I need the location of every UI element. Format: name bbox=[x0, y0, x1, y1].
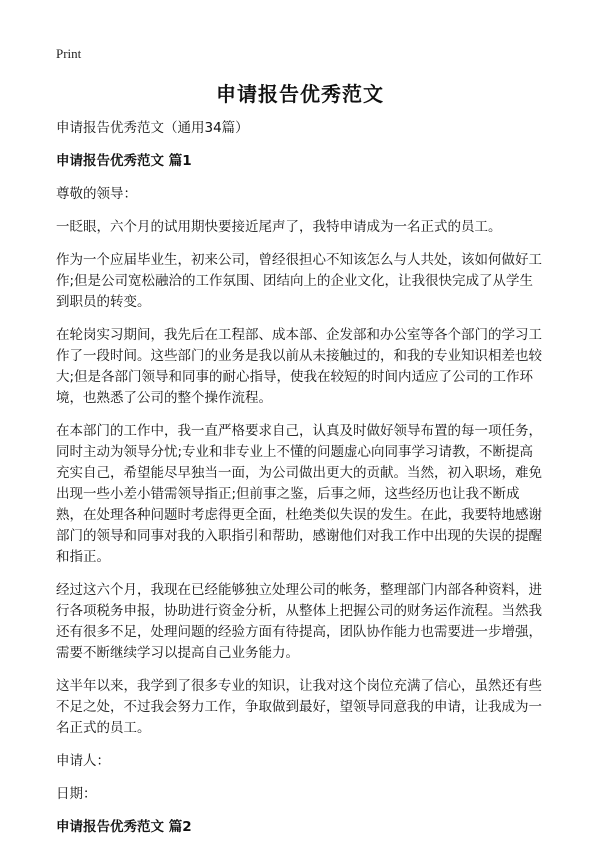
body-paragraph-1: 一眨眼，六个月的试用期快要接近尾声了，我特申请成为一名正式的员工。 bbox=[56, 219, 502, 235]
section-heading-1: 申请报告优秀范文 篇1 bbox=[56, 153, 192, 169]
body-paragraph-5: 经过这六个月，我现在已经能够独立处理公司的帐务，整理部门内部各种资料，进行各项税务申报，协助进行资金分析，从整体上把握公司的财务运作流程。当然我还有很多不足，处理问题的经验方面有待提高，团队协作能力也需要进一步增强，需要不断继续学习以提高自己业务能力。 bbox=[56, 582, 542, 661]
body-paragraph-3: 在轮岗实习期间，我先后在工程部、成本部、企发部和办公室等各个部门的学习工作了一段时间。这些部门的业务是我以前从未接触过的，和我的专业知识相差也较大;但是各部门领导和同事的耐心指导，使我在较短的时间内适应了公司的工作环境，也熟悉了公司的整个操作流程。 bbox=[56, 327, 542, 406]
date-line: 日期： bbox=[56, 786, 97, 802]
body-paragraph-2: 作为一个应届毕业生，初来公司，曾经很担心不知该怎么与人共处，该如何做好工作;但是公司宽松融洽的工作氛围、团结向上的企业文化，让我很快完成了从学生到职员的转变。 bbox=[56, 252, 542, 310]
body-paragraph-6: 这半年以来，我学到了很多专业的知识，让我对这个岗位充满了信心，虽然还有些不足之处，不过我会努力工作，争取做到最好，望领导同意我的申请，让我成为一名正式的员工。 bbox=[56, 678, 542, 736]
print-link[interactable]: Print bbox=[56, 46, 82, 61]
document-title: 申请报告优秀范文 bbox=[216, 82, 384, 106]
section-heading-2: 申请报告优秀范文 篇2 bbox=[56, 819, 192, 835]
document-body bbox=[56, 118, 546, 850]
greeting-paragraph: 尊敬的领导： bbox=[56, 186, 137, 202]
document-subtitle: 申请报告优秀范文（通用34篇） bbox=[56, 120, 249, 136]
applicant-line: 申请人： bbox=[56, 753, 110, 769]
body-paragraph-4: 在本部门的工作中，我一直严格要求自己，认真及时做好领导布置的每一项任务，同时主动为领导分忧;专业和非专业上不懂的问题虚心向同事学习请教，不断提高充实自己，希望能尽早独当一面，为公司做出更大的贡献。当然，初入职场，难免出现一些小差小错需领导指正;但前事之鉴，后事之师，这些经历也让我不断成熟，在处理各种问题时考虑得更全面，杜绝类似失误的发生。在此，我要特地感谢部门的领导和同事对我的入职指引和帮助，感谢他们对我工作中出现的失误的提醒和指正。 bbox=[56, 423, 542, 565]
